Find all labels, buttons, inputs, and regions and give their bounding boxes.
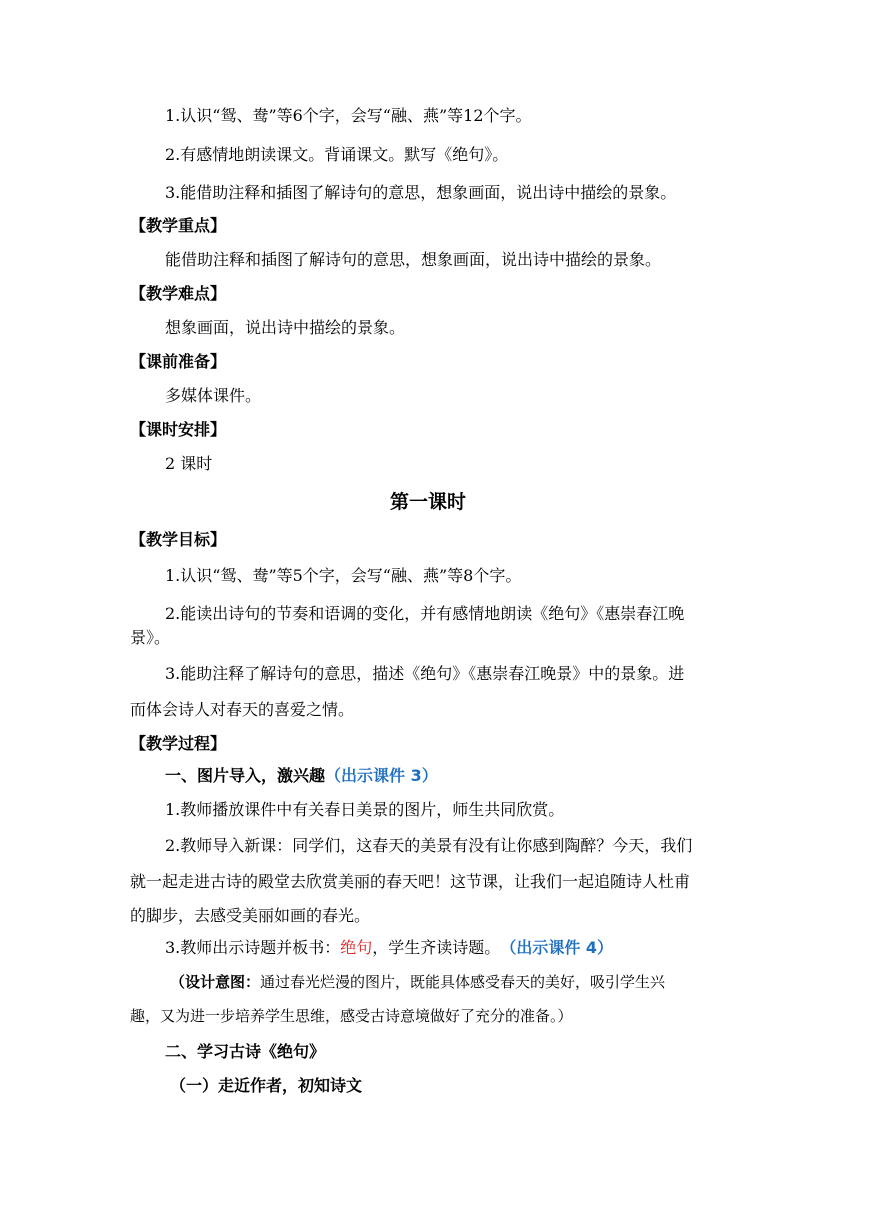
step3-text	[165, 938, 613, 958]
subsection1-title: （一）走近作者，初知诗文	[170, 1076, 363, 1095]
step3-courseware-ref: （出示课件 4）	[508, 938, 614, 957]
design-intent-label: （设计意图：	[170, 973, 261, 991]
lesson-goal-3-line1: 3.能助注释了解诗句的意思，描述《绝句》《惠崇春江晚景》中的景象。进	[165, 664, 685, 683]
step3-prefix: 3.教师出示诗题并板书：	[165, 938, 341, 957]
lesson-goals-heading: 【教学目标】	[130, 530, 227, 549]
schedule-text: 2 课时	[165, 454, 213, 473]
design-intent-line2: 趣，又为进一步培养学生思维，感受古诗意境做好了充分的准备。）	[130, 1007, 573, 1025]
lesson-goal-3-line2: 而体会诗人对春天的喜爱之情。	[130, 700, 355, 719]
design-intent-text1: 通过春光烂漫的图片，既能具体感受春天的美好，吸引学生兴	[260, 973, 666, 991]
lesson-goal-2-line2: 景》。	[130, 628, 171, 647]
preparation-text: 多媒体课件。	[165, 386, 262, 405]
step1-text: 1.教师播放课件中有关春日美景的图片，师生共同欣赏。	[165, 800, 565, 819]
preparation-heading: 【课前准备】	[130, 352, 227, 371]
step2-line1: 2.教师导入新课：同学们，这春天的美景有没有让你感到陶醉？今天，我们	[165, 836, 693, 855]
step3-suffix: ，学生齐读诗题。	[372, 938, 501, 957]
schedule-heading: 【课时安排】	[130, 420, 227, 439]
design-intent-line1	[170, 972, 665, 992]
step2-line3: 的脚步，去感受美丽如画的春光。	[130, 906, 371, 925]
step3-highlight: 绝句	[340, 938, 373, 957]
difficulties-text: 想象画面，说出诗中描绘的景象。	[165, 318, 406, 337]
section1-courseware-ref: （出示课件 3）	[325, 766, 438, 785]
lesson-title: 第一课时	[390, 491, 467, 513]
process-heading: 【教学过程】	[130, 734, 227, 753]
difficulties-heading: 【教学难点】	[130, 284, 227, 303]
key-points-heading: 【教学重点】	[130, 216, 227, 235]
unit-goal-3: 3.能借助注释和插图了解诗句的意思，想象画面，说出诗中描绘的景象。	[165, 183, 677, 202]
section1-heading	[165, 766, 438, 786]
section2-title: 二、学习古诗《绝句》	[165, 1042, 326, 1061]
unit-goal-2: 2.有感情地朗读课文。背诵课文。默写《绝句》。	[165, 145, 509, 164]
lesson-goal-2-line1: 2.能读出诗句的节奏和语调的变化，并有感情地朗读《绝句》《惠崇春江晚	[165, 604, 685, 623]
section1-title: 一、图片导入，激兴趣	[165, 766, 326, 785]
key-points-text: 能借助注释和插图了解诗句的意思，想象画面，说出诗中描绘的景象。	[165, 250, 662, 269]
lesson-goal-1: 1.认识“鸳、鸯”等5个字，会写“融、燕”等8个字。	[165, 566, 522, 585]
unit-goal-1: 1.认识“鸳、鸯”等6个字，会写“融、燕”等12个字。	[165, 106, 532, 125]
step2-line2: 就一起走进古诗的殿堂去欣赏美丽的春天吧！这节课，让我们一起追随诗人杜甫	[130, 872, 691, 891]
